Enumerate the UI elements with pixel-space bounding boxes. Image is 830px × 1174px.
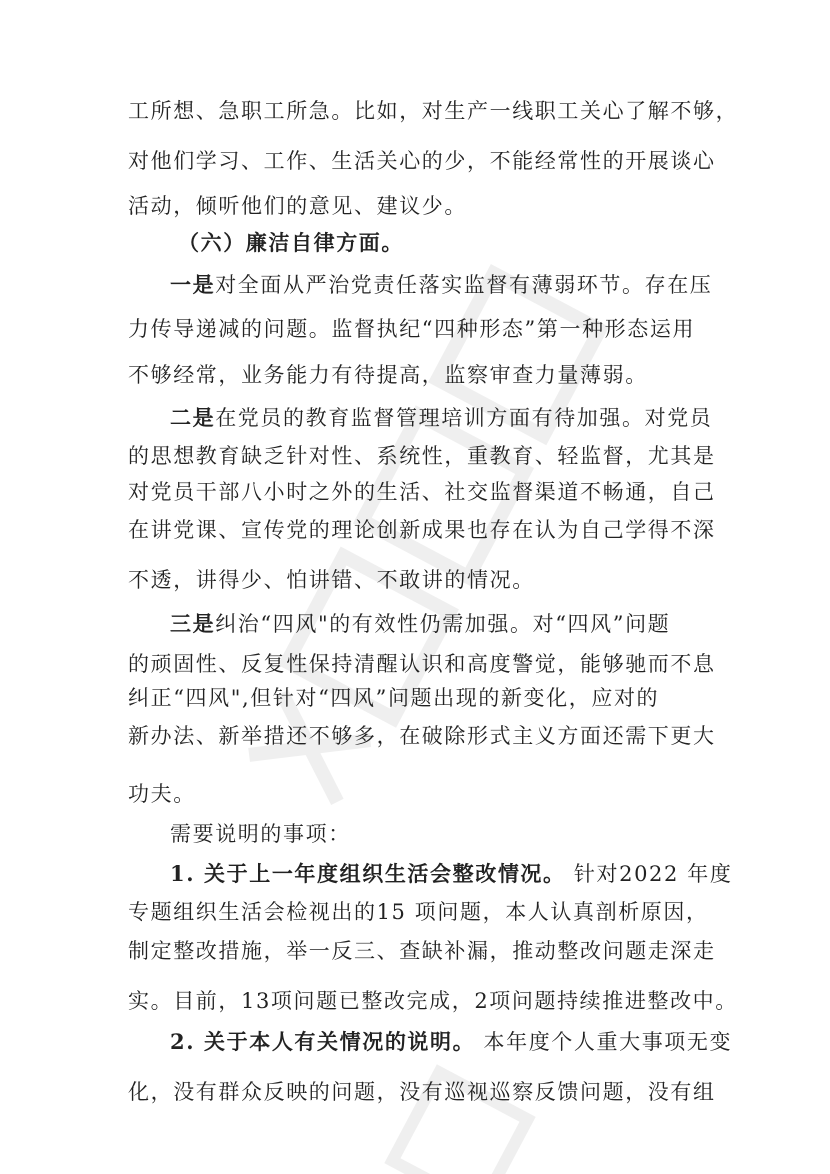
body-text-line: 工所想、急职工所急。比如，对生产一线职工关心了解不够， xyxy=(128,99,739,123)
paragraph-lead: 2. 关于本人有关情况的说明。 xyxy=(170,1029,476,1054)
body-text-line: 新办法、新举措还不够多，在破除形式主义方面还需下更大 xyxy=(128,724,716,748)
body-text-line: 化，没有群众反映的问题，没有巡视巡察反馈问题，没有组 xyxy=(128,1080,716,1104)
body-text-line: 实。目前，13项问题已整改完成，2项问题持续推进整改中。 xyxy=(128,989,738,1013)
body-text-line: 在讲党课、宣传党的理论创新成果也存在认为自己学得不深 xyxy=(128,518,716,542)
paragraph-text: 针对2022 年度 xyxy=(565,862,733,886)
body-text-line: 纠正“四风",但针对“四风”问题出现的新变化，应对的 xyxy=(128,686,660,710)
body-text-line: 不够经常，业务能力有待提高，监察审查力量薄弱。 xyxy=(128,363,648,387)
paragraph-first-line xyxy=(170,610,670,638)
body-text-line: 专题组织生活会检视出的15 项问题，本人认真剖析原因， xyxy=(128,900,709,924)
paragraph-first-line xyxy=(170,1028,732,1056)
body-text-line: 不透，讲得少、怕讲错、不敢讲的情况。 xyxy=(128,568,535,592)
paragraph-first-line xyxy=(170,271,712,299)
paragraph-first-line xyxy=(170,860,732,888)
paragraph-lead: 1. 关于上一年度组织生活会整改情况。 xyxy=(170,861,566,886)
paragraph-text: 对全面从严治党责任落实监督有薄弱环节。存在压 xyxy=(215,273,713,297)
body-text-line: 的顽固性、反复性保持清醒认识和高度警觉，能够驰而不息 xyxy=(128,652,716,676)
watermark-graphic-bottom xyxy=(379,1059,541,1174)
paragraph-lead: 一是 xyxy=(170,272,216,297)
body-text-line: 功夫。 xyxy=(128,782,196,806)
body-text-line: 的思想教育缺乏针对性、系统性，重教育、轻监督，尤其是 xyxy=(128,444,716,468)
body-text-line: 对党员干部八小时之外的生活、社交监督渠道不畅通，自己 xyxy=(128,480,716,504)
body-text-line: 力传导递减的问题。监督执纪“四种形态”第一种形态运用 xyxy=(128,317,696,341)
paragraph-lead: 三是 xyxy=(170,611,216,636)
section-heading: （六）廉洁自律方面。 xyxy=(178,230,404,255)
paragraph-text: 本年度个人重大事项无变 xyxy=(475,1030,733,1054)
body-text-line: 对他们学习、工作、生活关心的少，不能经常性的开展谈心 xyxy=(128,149,716,173)
paragraph-lead: 二是 xyxy=(170,405,216,430)
section-label: 需要说明的事项： xyxy=(170,822,351,846)
body-text-line: 活动，倾听他们的意见、建议少。 xyxy=(128,194,467,218)
paragraph-text: 纠治“四风"的有效性仍需加强。对“四风”问题 xyxy=(215,612,671,636)
body-text-line: 制定整改措施，举一反三、查缺补漏，推动整改问题走深走 xyxy=(128,939,716,963)
paragraph-text: 在党员的教育监督管理培训方面有待加强。对党员 xyxy=(215,406,713,430)
paragraph-first-line xyxy=(170,404,712,432)
